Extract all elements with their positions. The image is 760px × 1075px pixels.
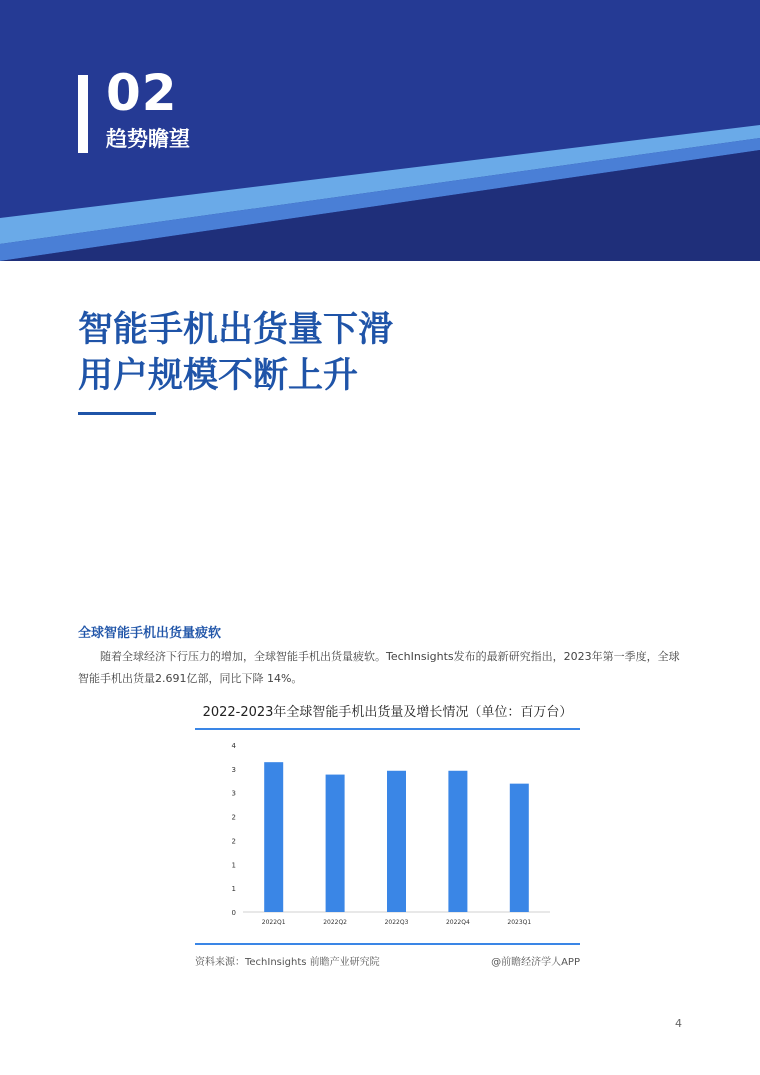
x-tick-label: 2022Q1 (261, 919, 286, 926)
section-title: 趋势瞻望 (106, 127, 190, 151)
page-number: 4 (675, 1017, 682, 1030)
section-marker-bar (78, 75, 88, 153)
page-headline (78, 307, 393, 399)
x-tick-label: 2022Q4 (445, 919, 470, 926)
section-number: 02 (106, 64, 178, 122)
bar-chart (195, 732, 580, 940)
headline-line-2: 用户规模不断上升 (78, 356, 359, 396)
chart-title: 2022-2023年全球智能手机出货量及增长情况（单位：百万台） (202, 705, 573, 720)
bar-2023Q1 (510, 784, 529, 912)
bar-2022Q4 (448, 771, 467, 912)
y-tick-label: 3 (231, 789, 236, 798)
y-tick-label: 2 (231, 813, 236, 822)
bar-2022Q2 (326, 775, 345, 912)
x-tick-label: 2022Q3 (384, 919, 409, 926)
bar-2022Q3 (387, 771, 406, 912)
source-note: 资料来源：TechInsights 前瞻产业研究院 (195, 957, 380, 968)
y-tick-label: 0 (231, 909, 236, 917)
headline-underline (78, 412, 156, 415)
headline-line-1: 智能手机出货量下滑 (78, 310, 394, 350)
y-tick-label: 4 (231, 742, 236, 750)
x-tick-label: 2022Q2 (323, 919, 348, 926)
chart-bottom-rule (195, 943, 580, 945)
bar-2022Q1 (264, 762, 283, 912)
x-tick-label: 2023Q1 (507, 919, 532, 926)
y-tick-label: 1 (231, 885, 236, 894)
chart-top-rule (195, 728, 580, 730)
y-tick-label: 3 (231, 765, 236, 774)
y-tick-label: 1 (231, 861, 236, 870)
credit-note: @前瞻经济学人APP (491, 957, 580, 968)
body-paragraph: 随着全球经济下行压力的增加，全球智能手机出货量疲软。TechInsights发布的最新研究指出，2023年第一季度，全球智能手机出货量2.691亿部，同比下降 14%。 (78, 650, 680, 685)
section-subheading: 全球智能手机出货量疲软 (78, 626, 222, 641)
y-tick-label: 2 (231, 837, 236, 846)
